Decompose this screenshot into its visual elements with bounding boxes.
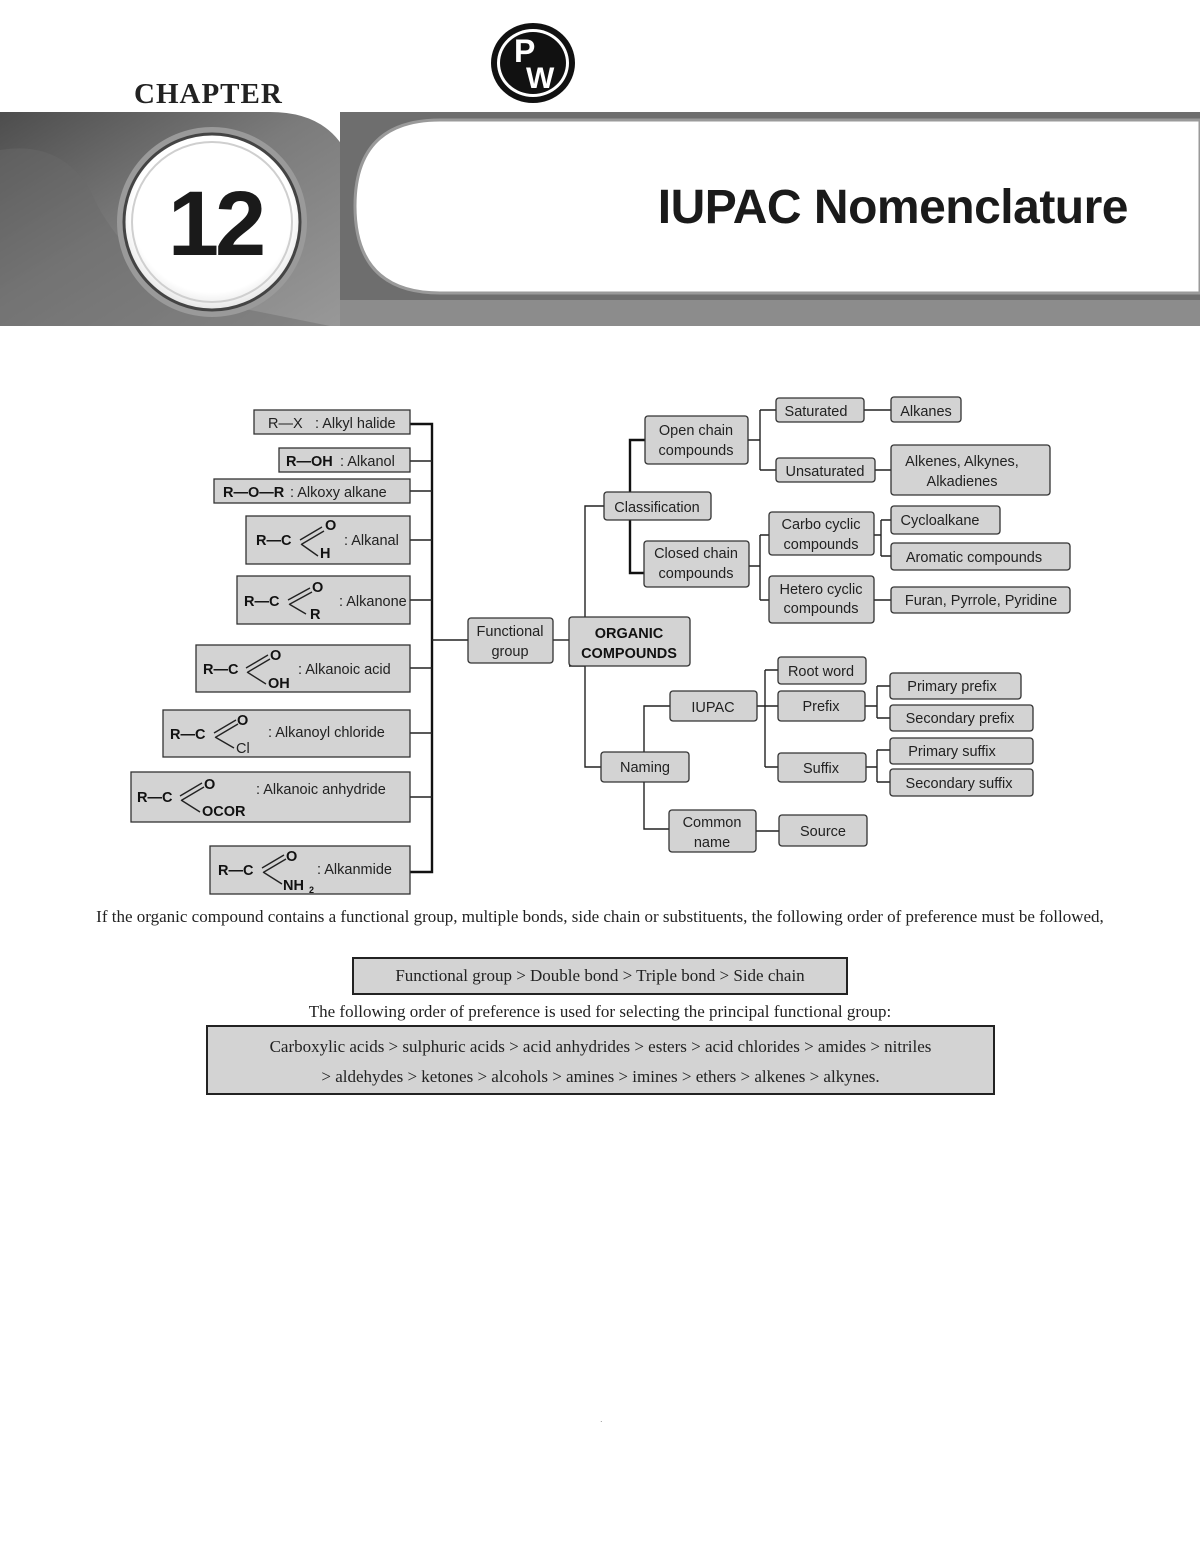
fg-bottom-atom: OCOR xyxy=(202,804,246,820)
order-line-1: Carboxylic acids > sulphuric acids > acid anhydrides > esters > acid chlorides > amides > nitriles xyxy=(269,1037,932,1056)
fg-formula: R—O—R xyxy=(223,485,285,501)
fg-name: : Alkyl halide xyxy=(315,416,396,432)
svg-text:Naming: Naming xyxy=(620,760,670,776)
fg-bottom-atom: NH xyxy=(283,878,304,894)
node-functional-group xyxy=(468,618,553,663)
node-saturated xyxy=(776,398,864,422)
fg-alkanal xyxy=(246,516,410,564)
fg-name: : Alkanoyl chloride xyxy=(268,725,385,741)
node-heterocyclic xyxy=(769,576,874,623)
fg-alkyl-halide xyxy=(254,410,410,434)
svg-text:Unsaturated: Unsaturated xyxy=(785,464,865,480)
svg-text:compounds: compounds xyxy=(658,566,734,582)
organic-compounds-concept-map xyxy=(0,380,1200,905)
svg-text:Secondary prefix: Secondary prefix xyxy=(905,711,1015,727)
fg-formula: R—X xyxy=(268,416,303,432)
node-alkenes-alkynes-alkadienes xyxy=(891,445,1050,495)
svg-text:Classification: Classification xyxy=(614,500,700,516)
node-carbocyclic xyxy=(769,512,874,555)
fg-top-atom: O xyxy=(325,518,337,534)
node-unsaturated xyxy=(776,458,875,482)
svg-text:Saturated: Saturated xyxy=(784,404,848,420)
fg-name: : Alkanmide xyxy=(317,862,392,878)
svg-text:name: name xyxy=(693,835,731,851)
fg-subscript: 2 xyxy=(309,885,315,895)
node-common-name xyxy=(669,810,756,852)
svg-text:ORGANIC: ORGANIC xyxy=(594,626,664,642)
node-organic-compounds xyxy=(569,617,690,666)
fg-alkanone xyxy=(237,576,410,624)
chapter-number: 12 xyxy=(167,173,263,275)
fg-formula: R—C xyxy=(137,790,173,806)
svg-text:Primary prefix: Primary prefix xyxy=(907,679,997,695)
functional-group-list xyxy=(131,410,468,895)
fg-bottom-atom: H xyxy=(320,546,331,562)
node-aromatic xyxy=(891,543,1070,570)
principal-group-order-box xyxy=(206,1025,995,1095)
svg-text:Primary suffix: Primary suffix xyxy=(908,744,996,760)
fg-name: : Alkoxy alkane xyxy=(290,485,387,501)
fg-top-atom: O xyxy=(286,849,298,865)
node-iupac xyxy=(670,691,757,721)
svg-text:IUPAC: IUPAC xyxy=(691,700,735,716)
fg-name: : Alkanoic acid xyxy=(298,662,391,678)
fg-bottom-atom: Cl xyxy=(236,741,250,757)
svg-text:Functional: Functional xyxy=(476,624,544,640)
fg-alkoxy-alkane xyxy=(214,479,410,503)
svg-text:Closed chain: Closed chain xyxy=(654,546,738,562)
svg-text:Cycloalkane: Cycloalkane xyxy=(900,513,980,529)
svg-text:Carbo cyclic: Carbo cyclic xyxy=(781,517,861,533)
fg-formula: R—OH xyxy=(286,454,333,470)
node-cycloalkane xyxy=(891,506,1000,534)
svg-text:group: group xyxy=(491,644,529,660)
node-root-word xyxy=(778,657,866,684)
fg-name: : Alkanol xyxy=(340,454,395,470)
node-open-chain xyxy=(645,416,748,464)
svg-text:compounds: compounds xyxy=(658,443,734,459)
fg-alkanoic-acid xyxy=(196,645,410,692)
node-secondary-prefix xyxy=(890,705,1033,731)
svg-text:COMPOUNDS: COMPOUNDS xyxy=(581,646,677,662)
fg-name: : Alkanone xyxy=(339,594,407,610)
node-classification xyxy=(604,492,711,520)
node-secondary-suffix xyxy=(890,769,1033,796)
svg-text:Common: Common xyxy=(682,815,742,831)
fg-alkanoyl-chloride xyxy=(163,710,410,757)
node-alkanes xyxy=(891,397,961,422)
svg-text:Alkenes, Alkynes,: Alkenes, Alkynes, xyxy=(905,454,1019,470)
svg-text:Alkanes: Alkanes xyxy=(900,404,952,420)
chapter-label: CHAPTER xyxy=(134,78,283,110)
fg-top-atom: O xyxy=(312,580,324,596)
node-source xyxy=(779,815,867,846)
fg-formula: R—C xyxy=(170,727,206,743)
node-closed-chain xyxy=(644,541,749,587)
fg-bottom-atom: OH xyxy=(268,676,290,692)
svg-text:P: P xyxy=(514,33,536,69)
fg-alkanoic-anhydride xyxy=(131,772,410,822)
fg-top-atom: O xyxy=(237,713,249,729)
svg-text:Secondary suffix: Secondary suffix xyxy=(905,776,1013,792)
principal-group-intro-text: The following order of preference is used for selecting the principal functional group: xyxy=(308,1002,892,1021)
fg-top-atom: O xyxy=(204,777,216,793)
svg-text:Furan, Pyrrole, Pyridine: Furan, Pyrrole, Pyridine xyxy=(904,593,1058,609)
svg-text:Source: Source xyxy=(800,824,846,840)
svg-text:Prefix: Prefix xyxy=(802,699,840,715)
node-primary-suffix xyxy=(890,738,1033,764)
order-line-2: > aldehydes > ketones > alcohols > amines > imines > ethers > alkenes > alkynes. xyxy=(321,1067,880,1086)
node-furan-pyrrole-pyridine xyxy=(891,587,1070,613)
svg-text:Alkadienes: Alkadienes xyxy=(926,474,998,490)
fg-name: : Alkanoic anhydride xyxy=(256,782,386,798)
svg-text:Hetero cyclic: Hetero cyclic xyxy=(779,582,863,598)
svg-text:Open chain: Open chain xyxy=(658,423,734,439)
preference-order-box: Functional group > Double bond > Triple bond > Side chain xyxy=(352,957,848,995)
node-suffix xyxy=(778,753,866,782)
fg-formula: R—C xyxy=(203,662,239,678)
svg-text:compounds: compounds xyxy=(783,601,859,617)
fg-top-atom: O xyxy=(270,648,282,664)
fg-formula: R—C xyxy=(256,533,292,549)
fg-alkanmide xyxy=(210,846,410,895)
svg-text:W: W xyxy=(526,62,555,95)
classification-tree xyxy=(468,397,1070,852)
fg-formula: R—C xyxy=(244,594,280,610)
svg-text:Suffix: Suffix xyxy=(802,761,840,777)
svg-text:Aromatic compounds: Aromatic compounds xyxy=(905,550,1043,566)
fg-formula: R—C xyxy=(218,863,254,879)
chapter-header-graphic xyxy=(0,0,1200,330)
svg-text:Root word: Root word xyxy=(787,664,855,680)
fg-name: : Alkanal xyxy=(344,533,399,549)
node-naming xyxy=(601,752,689,782)
svg-text:compounds: compounds xyxy=(783,537,859,553)
fg-alkanol xyxy=(279,448,410,472)
fg-bottom-atom: R xyxy=(310,607,321,623)
node-prefix xyxy=(778,691,865,721)
chapter-title: IUPAC Nomenclature xyxy=(657,181,1128,234)
pw-logo xyxy=(490,22,576,104)
footer-mark: . xyxy=(600,1415,603,1424)
node-primary-prefix xyxy=(890,673,1021,699)
preference-intro-text: If the organic compound contains a functional group, multiple bonds, side chain or substituents, the following order of preference must be followed, xyxy=(96,907,1104,926)
